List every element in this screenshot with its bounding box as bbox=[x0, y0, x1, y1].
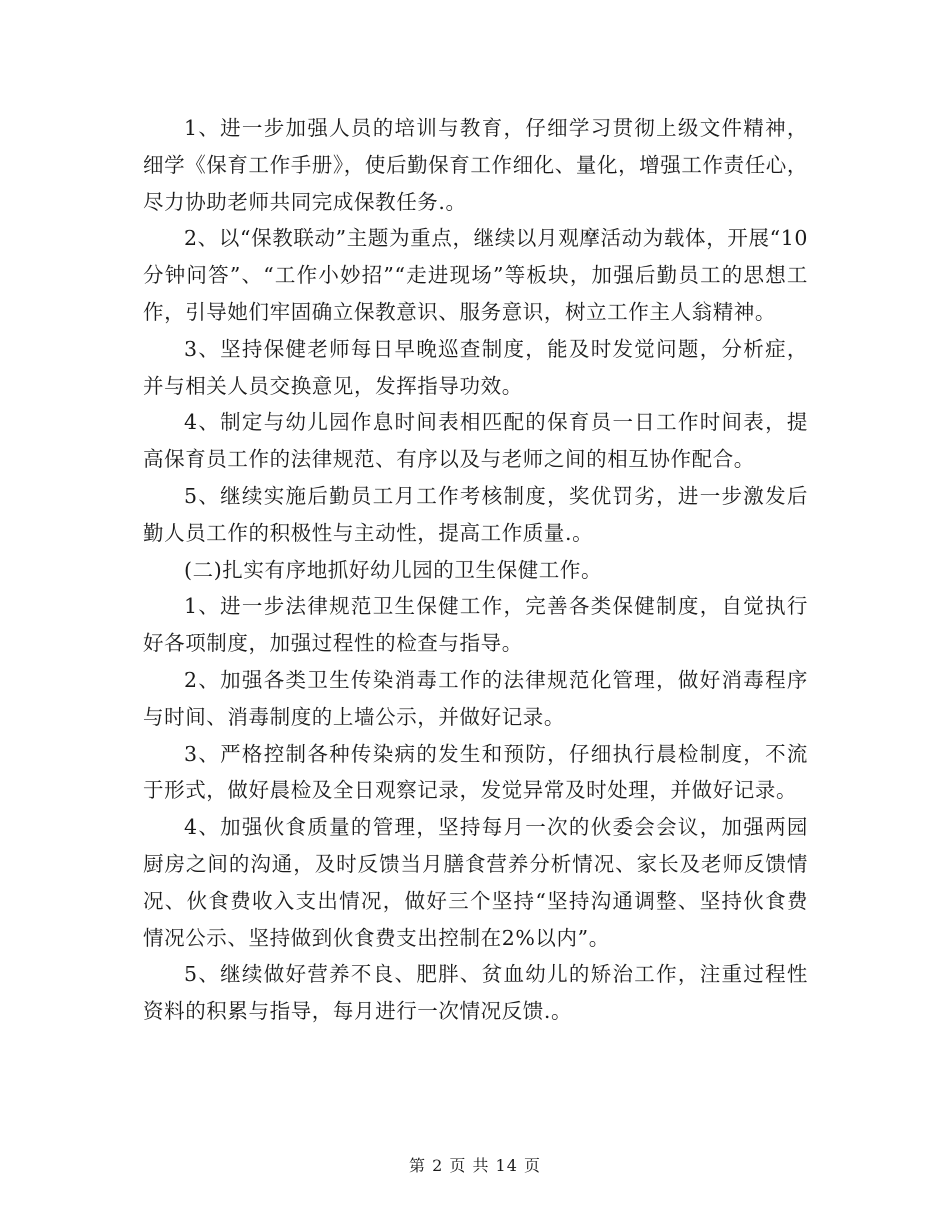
section-paragraph-1: 1、进一步法律规范卫生保健工作，完善各类保健制度，自觉执行好各项制度，加强过程性的检查与指导。 bbox=[143, 594, 808, 656]
paragraph-5: 5、继续实施后勤员工月工作考核制度，奖优罚劣，进一步激发后勤人员工作的积极性与主动性，提高工作质量.。 bbox=[143, 483, 808, 545]
page-body bbox=[143, 110, 808, 1030]
paragraph-4: 4、制定与幼儿园作息时间表相匹配的保育员一日工作时间表，提高保育员工作的法律规范、有序以及与老师之间的相互协作配合。 bbox=[143, 410, 808, 472]
page-number: 第 2 页 共 14 页 bbox=[409, 1156, 541, 1175]
section-paragraph-5: 5、继续做好营养不良、肥胖、贫血幼儿的矫治工作，注重过程性资料的积累与指导，每月进行一次情况反馈.。 bbox=[143, 962, 808, 1024]
paragraph-1: 1、进一步加强人员的培训与教育，仔细学习贯彻上级文件精神，细学《保育工作手册》，使后勤保育工作细化、量化，增强工作责任心，尽力协助老师共同完成保教任务.。 bbox=[143, 116, 808, 214]
section-paragraph-3: 3、严格控制各种传染病的发生和预防，仔细执行晨检制度，不流于形式，做好晨检及全日观察记录，发觉异常及时处理，并做好记录。 bbox=[143, 741, 808, 803]
page-footer bbox=[0, 1153, 950, 1176]
section-paragraph-2: 2、加强各类卫生传染消毒工作的法律规范化管理，做好消毒程序与时间、消毒制度的上墙公示，并做好记录。 bbox=[143, 667, 808, 729]
paragraph-2: 2、以“保教联动”主题为重点，继续以月观摩活动为载体，开展“10分钟问答”、“工作小妙招”“走进现场”等板块，加强后勤员工的思想工作，引导她们牢固确立保教意识、服务意识，树立工作主人翁精神。 bbox=[143, 226, 808, 324]
section-paragraph-4: 4、加强伙食质量的管理，坚持每月一次的伙委会会议，加强两园厨房之间的沟通，及时反馈当月膳食营养分析情况、家长及老师反馈情况、伙食费收入支出情况，做好三个坚持“坚持沟通调整、坚持伙食费情况公示、坚持做到伙食费支出控制在2%以内”。 bbox=[143, 815, 808, 950]
paragraph-3: 3、坚持保健老师每日早晚巡查制度，能及时发觉问题，分析症，并与相关人员交换意见，发挥指导功效。 bbox=[143, 336, 808, 398]
section-heading: (二)扎实有序地抓好幼儿园的卫生保健工作。 bbox=[184, 557, 603, 582]
